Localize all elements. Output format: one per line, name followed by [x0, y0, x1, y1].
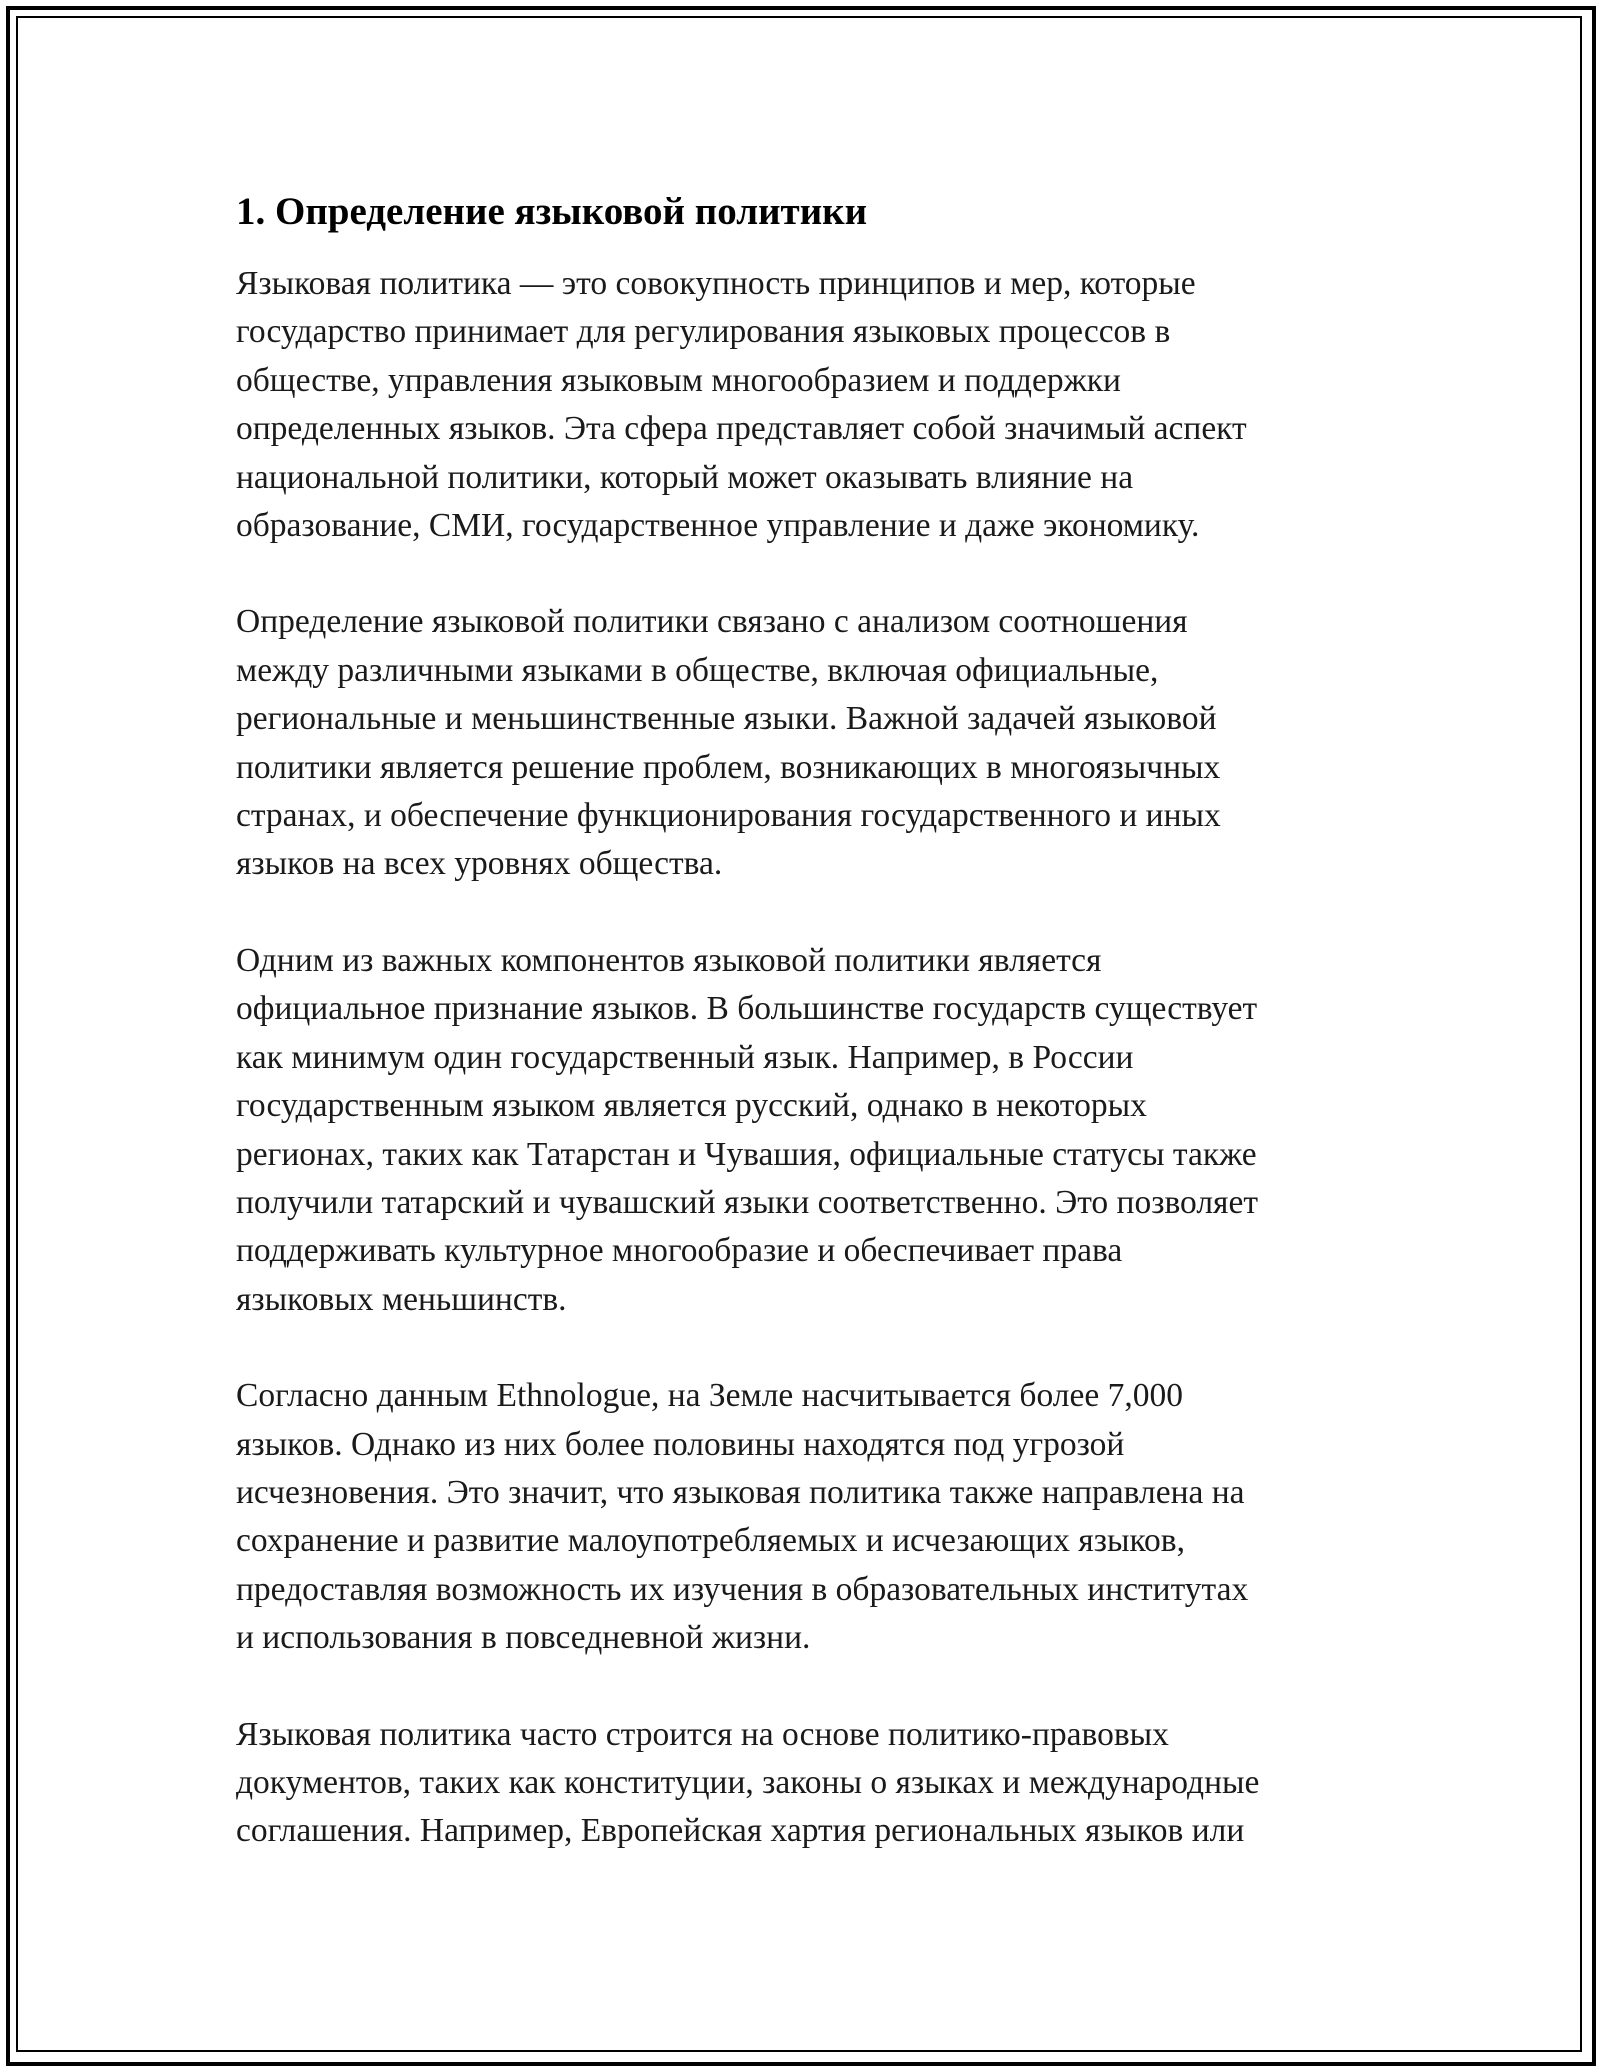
text-line: сохранение и развитие малоупотребляемых и исчезающих языков,: [236, 1522, 1185, 1560]
text-line: Одним из важных компонентов языковой политики является: [236, 941, 1102, 979]
text-line: получили татарский и чувашский языки соответственно. Это позволяет: [236, 1183, 1258, 1221]
text-line: образование, СМИ, государственное управление и даже экономику.: [236, 507, 1200, 545]
text-line: соглашения. Например, Европейская хартия региональных языков или: [236, 1812, 1245, 1850]
text-line: государство принимает для регулирования языковых процессов в: [236, 313, 1171, 351]
text-line: политики является решение проблем, возникающих в многоязычных: [236, 748, 1221, 786]
text-line: поддерживать культурное многообразие и обеспечивает права: [236, 1232, 1123, 1270]
text-line: исчезновения. Это значит, что языковая политика также направлена на: [236, 1473, 1245, 1511]
paragraph-definition: [236, 260, 1376, 550]
text-line: и использования в повседневной жизни.: [236, 1619, 811, 1657]
text-line: языковых меньшинств.: [236, 1280, 567, 1318]
paragraph-ethnologue: [236, 1372, 1376, 1662]
text-line: Языковая политика — это совокупность принципов и мер, которые: [236, 265, 1196, 302]
paragraph-languages-relation: [236, 598, 1376, 888]
text-line: государственным языком является русский, однако в некоторых: [236, 1087, 1147, 1125]
text-line: региональные и меньшинственные языки. Важной задачей языковой: [236, 700, 1217, 738]
text-line: регионах, таких как Татарстан и Чувашия, официальные статусы также: [236, 1135, 1257, 1173]
text-line: как минимум один государственный язык. Например, в России: [236, 1038, 1134, 1076]
text-line: Языковая политика часто строится на основе политико-правовых: [236, 1715, 1169, 1753]
text-line: национальной политики, который может оказывать влияние на: [236, 458, 1134, 496]
text-line: документов, таких как конституции, законы о языках и международные: [236, 1763, 1260, 1801]
text-line: Согласно данным Ethnologue, на Земле насчитывается более 7,000: [236, 1377, 1183, 1415]
text-line: предоставляя возможность их изучения в образовательных институтах: [236, 1570, 1249, 1608]
document-body: [236, 186, 1376, 1904]
text-line: странах, и обеспечение функционирования государственного и иных: [236, 797, 1221, 835]
section-heading: 1. Определение языковой политики: [236, 190, 868, 233]
text-line: языков. Однако из них более половины находятся под угрозой: [236, 1425, 1125, 1463]
text-line: определенных языков. Эта сфера представляет собой значимый аспект: [236, 410, 1247, 448]
text-line: между различными языками в обществе, включая официальные,: [236, 651, 1159, 689]
paragraph-official-recognition: [236, 937, 1376, 1324]
paragraph-legal-documents: [236, 1711, 1376, 1856]
text-line: официальное признание языков. В большинстве государств существует: [236, 990, 1258, 1028]
text-line: обществе, управления языковым многообразием и поддержки: [236, 361, 1121, 399]
text-line: языков на всех уровнях общества.: [236, 845, 723, 883]
text-line: Определение языковой политики связано с анализом соотношения: [236, 603, 1188, 641]
